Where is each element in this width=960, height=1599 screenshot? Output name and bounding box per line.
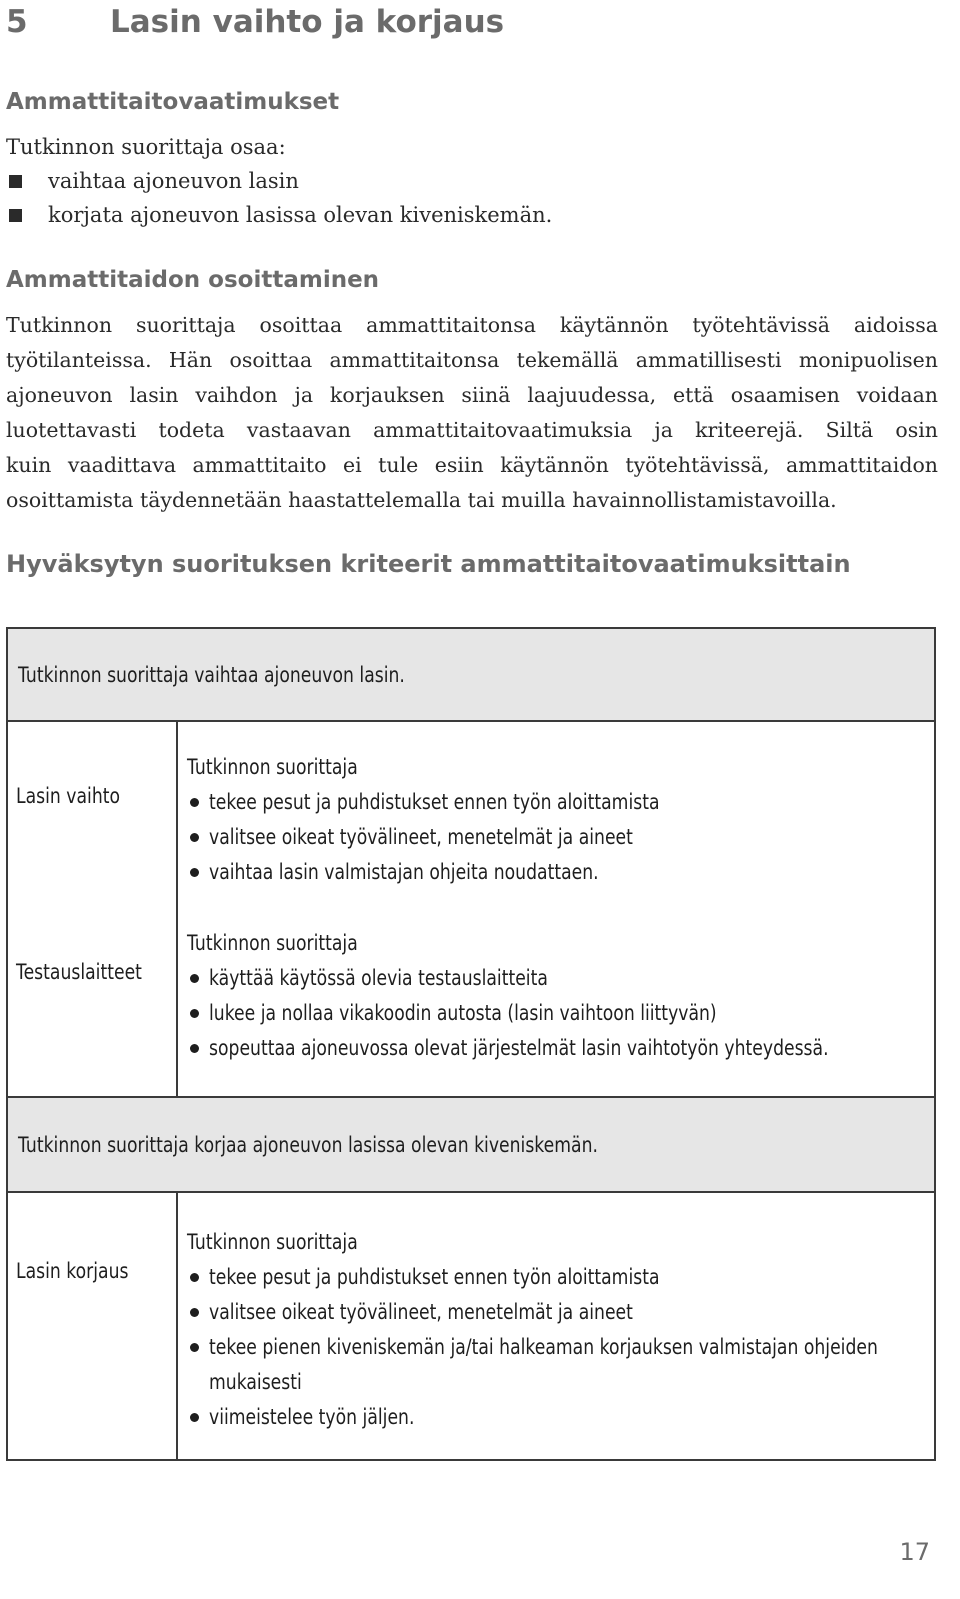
page-number: 17 xyxy=(899,1538,930,1566)
chapter-title-text: Lasin vaihto ja korjaus xyxy=(110,4,505,40)
criteria-row xyxy=(8,1193,934,1459)
bullet-icon xyxy=(190,1009,199,1018)
paragraph-line: luotettavasti todeta vastaavan ammattitaitovaatimuksia ja kriteerejä. Siltä osin xyxy=(6,418,938,442)
list-item: korjata ajoneuvon lasissa olevan kiveniskemän. xyxy=(6,198,552,232)
criteria-list xyxy=(187,961,907,1066)
list-item-continuation: mukaisesti xyxy=(209,1370,302,1394)
paragraph-line: työtilanteissa. Hän osoittaa ammattitaitonsa tekemällä ammatillisesti monipuolisen xyxy=(6,348,938,372)
bullet-icon xyxy=(190,1044,199,1053)
chapter-title xyxy=(6,0,504,44)
square-bullet-icon xyxy=(9,175,22,188)
list-item: lukee ja nollaa vikakoodin autosta (lasin vaihtoon liittyvän) xyxy=(187,996,907,1031)
criteria-label: Testauslaitteet xyxy=(16,960,142,984)
bullet-icon xyxy=(190,868,199,877)
criteria-section-header: Tutkinnon suorittaja vaihtaa ajoneuvon lasin. xyxy=(8,629,934,722)
list-item: vaihtaa ajoneuvon lasin xyxy=(6,164,552,198)
bullet-icon xyxy=(190,1343,199,1352)
requirements-intro: Tutkinnon suorittaja osaa: xyxy=(6,135,286,159)
criteria-row xyxy=(8,722,934,1098)
paragraph-line: kuin vaadittava ammattitaito ei tule esiin käytännön työtehtävissä, ammattitaidon xyxy=(6,453,938,477)
criteria-subject: Tutkinnon suorittaja xyxy=(187,1230,358,1254)
criteria-heading: Hyväksytyn suorituksen kriteerit ammattitaitovaatimuksittain xyxy=(6,550,851,578)
demonstration-heading: Ammattitaidon osoittaminen xyxy=(6,267,380,293)
chapter-number: 5 xyxy=(6,4,28,40)
list-item: valitsee oikeat työvälineet, menetelmät ja aineet xyxy=(187,1295,907,1330)
list-item: tekee pienen kiveniskemän ja/tai halkeaman korjauksen valmistajan ohjeiden xyxy=(187,1330,907,1365)
requirements-heading: Ammattitaitovaatimukset xyxy=(6,89,340,115)
bullet-icon xyxy=(190,1273,199,1282)
list-item: tekee pesut ja puhdistukset ennen työn aloittamista xyxy=(187,1260,907,1295)
bullet-icon xyxy=(190,1308,199,1317)
criteria-label: Lasin korjaus xyxy=(16,1259,129,1283)
requirements-list xyxy=(6,164,552,232)
list-item: valitsee oikeat työvälineet, menetelmät ja aineet xyxy=(187,820,907,855)
bullet-icon xyxy=(190,833,199,842)
paragraph-line: osoittamista täydennetään haastattelemalla tai muilla havainnollistamistavoilla. xyxy=(6,488,837,512)
list-item: sopeuttaa ajoneuvossa olevat järjestelmät lasin vaihtotyön yhteydessä. xyxy=(187,1031,907,1066)
column-divider xyxy=(176,1193,178,1459)
bullet-icon xyxy=(190,798,199,807)
column-divider xyxy=(176,722,178,1096)
criteria-section-header: Tutkinnon suorittaja korjaa ajoneuvon lasissa olevan kiveniskemän. xyxy=(8,1098,934,1193)
bullet-icon xyxy=(190,974,199,983)
paragraph-line: ajoneuvon lasin vaihdon ja korjauksen siinä laajuudessa, että osaamisen voidaan xyxy=(6,383,938,407)
paragraph-line: Tutkinnon suorittaja osoittaa ammattitaitonsa käytännön työtehtävissä aidoissa xyxy=(6,313,938,337)
list-item: vaihtaa lasin valmistajan ohjeita noudattaen. xyxy=(187,855,907,890)
list-item: käyttää käytössä olevia testauslaitteita xyxy=(187,961,907,996)
criteria-subject: Tutkinnon suorittaja xyxy=(187,755,358,779)
square-bullet-icon xyxy=(9,209,22,222)
demonstration-paragraph xyxy=(6,308,938,518)
list-item: tekee pesut ja puhdistukset ennen työn aloittamista xyxy=(187,785,907,820)
criteria-subject: Tutkinnon suorittaja xyxy=(187,931,358,955)
criteria-table xyxy=(6,627,936,1461)
list-item: viimeistelee työn jäljen. xyxy=(187,1400,907,1435)
criteria-list xyxy=(187,785,907,890)
bullet-icon xyxy=(190,1413,199,1422)
criteria-label: Lasin vaihto xyxy=(16,784,121,808)
criteria-list xyxy=(187,1260,907,1435)
